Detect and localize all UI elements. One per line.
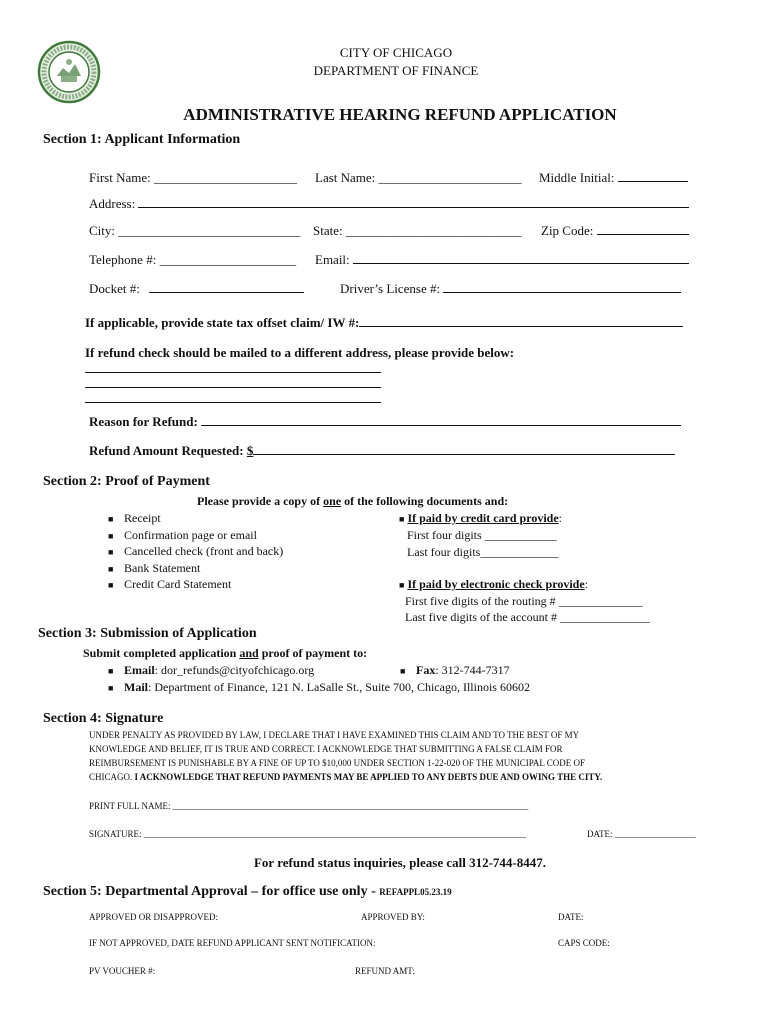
drivers-license-label: Driver’s License #: (340, 281, 441, 296)
document-list (108, 511, 283, 594)
amount-field[interactable] (89, 443, 675, 459)
declaration-line: REIMBURSEMENT IS PUNISHABLE BY A FINE OF UP TO $10,000 UNDER SECTION 1-22-020 OF THE MUNICIPAL CODE OF (89, 758, 586, 768)
docket-label: Docket #: (89, 281, 140, 296)
zip-code-label: Zip Code: (541, 223, 594, 238)
caps-code-label: CAPS CODE: (558, 938, 610, 948)
signature-field[interactable]: SIGNATURE: _____________________________________________________________________________________ (89, 829, 527, 839)
list-item: ■ Confirmation page or email (108, 527, 257, 542)
proof-instruction: Please provide a copy of one of the following documents and: (197, 494, 509, 508)
credit-card-heading: ■ If paid by credit card provide: (399, 511, 563, 525)
dollar-sign: $ (246, 443, 254, 458)
alt-address-line-2[interactable] (85, 387, 381, 388)
bullet-icon: ■ (108, 514, 114, 524)
inquiries-note: For refund status inquiries, please call 312-744-8447. (253, 855, 547, 870)
drivers-license-field[interactable] (340, 281, 681, 297)
bullet-icon: ■ (399, 580, 405, 590)
approval-date-label: DATE: (558, 912, 584, 922)
section5-heading: Section 5: Departmental Approval – for office use only - REFAPPL05.23.19 (43, 884, 452, 899)
bullet-icon: ■ (400, 666, 406, 676)
declaration-line: CHICAGO. I ACKNOWLEDGE THAT REFUND PAYMENTS MAY BE APPLIED TO ANY DEBTS DUE AND OWING THE CITY. (89, 772, 603, 782)
telephone-field[interactable]: Telephone #: _____________________ (89, 252, 297, 267)
middle-initial-label: Middle Initial: (539, 170, 615, 185)
pv-voucher-label: PV VOUCHER #: (89, 966, 156, 976)
tax-offset-field[interactable] (85, 315, 683, 331)
bullet-icon: ■ (108, 683, 114, 693)
city-field[interactable]: City: ____________________________ (89, 223, 301, 238)
submit-fax: ■ Fax: 312-744-7317 (400, 663, 510, 677)
middle-initial-field[interactable] (539, 170, 688, 186)
address-field[interactable] (89, 196, 689, 212)
section4-heading: Section 4: Signature (43, 711, 164, 726)
bullet-icon: ■ (108, 530, 114, 541)
bullet-icon: ■ (399, 514, 405, 524)
address-label: Address: (89, 196, 136, 211)
list-item: ■ Credit Card Statement (108, 577, 232, 591)
approved-by-label: APPROVED BY: (361, 912, 425, 922)
submit-mail: ■ Mail: Department of Finance, 121 N. LaSalle St., Suite 700, Chicago, Illinois 60602 (108, 680, 530, 694)
email-label: Email: (315, 252, 350, 267)
bullet-icon: ■ (108, 563, 114, 574)
tax-offset-label: If applicable, provide state tax offset claim/ IW #: (85, 315, 360, 330)
state-field[interactable]: State: ___________________________ (313, 223, 522, 238)
list-item: ■ Bank Statement (108, 560, 201, 575)
alt-address-line-1[interactable] (85, 372, 381, 373)
submit-email: ■ Email: dor_refunds@cityofchicago.org (108, 663, 315, 677)
declaration-line: KNOWLEDGE AND BELIEF, IT IS TRUE AND CORRECT. I ACKNOWLEDGE THAT SUBMITTING A FALSE CLAIM FOR (89, 744, 563, 754)
bullet-icon: ■ (108, 666, 114, 676)
alt-address-line-3[interactable] (85, 402, 381, 403)
echeck-heading: ■ If paid by electronic check provide: (399, 577, 588, 591)
refund-amt-label: REFUND AMT: (355, 966, 415, 976)
department-name: DEPARTMENT OF FINANCE (313, 63, 479, 78)
org-name: CITY OF CHICAGO (339, 45, 453, 60)
print-name-field[interactable]: PRINT FULL NAME: _______________________________________________________________________________ (89, 801, 529, 811)
form-code: REFAPPL05.23.19 (379, 887, 452, 897)
first-name-field[interactable]: First Name: ______________________ (89, 170, 297, 185)
page-title: ADMINISTRATIVE HEARING REFUND APPLICATION (183, 105, 617, 124)
list-item: ■ Receipt (108, 511, 161, 525)
zip-code-field[interactable] (541, 223, 689, 239)
docket-field[interactable] (89, 281, 304, 297)
email-field[interactable] (315, 252, 689, 268)
not-approved-label: IF NOT APPROVED, DATE REFUND APPLICANT SENT NOTIFICATION: (89, 938, 376, 948)
section3-heading: Section 3: Submission of Application (38, 626, 257, 641)
amount-label: Refund Amount Requested: (89, 443, 244, 458)
list-item: ■ Cancelled check (front and back) (108, 544, 284, 558)
last-name-field[interactable]: Last Name: ______________________ (315, 170, 522, 185)
declaration-line: UNDER PENALTY AS PROVIDED BY LAW, I DECLARE THAT I HAVE EXAMINED THIS CLAIM AND TO THE BEST OF MY (89, 730, 580, 740)
approved-or-disapproved-label: APPROVED OR DISAPPROVED: (89, 912, 219, 922)
echeck-routing[interactable]: First five digits of the routing # ______________ (405, 594, 643, 608)
credit-first-four[interactable]: First four digits ____________ (407, 528, 557, 542)
signature-date-field[interactable]: DATE: __________________ (587, 829, 696, 839)
alt-address-label: If refund check should be mailed to a different address, please provide below: (85, 345, 515, 360)
credit-last-four[interactable]: Last four digits_____________ (407, 545, 559, 559)
bullet-icon: ■ (108, 580, 114, 590)
section2-heading: Section 2: Proof of Payment (43, 474, 210, 489)
section1-heading: Section 1: Applicant Information (43, 132, 241, 147)
echeck-account[interactable]: Last five digits of the account # _______________ (405, 610, 650, 624)
reason-field[interactable] (89, 414, 681, 430)
submission-instruction: Submit completed application and proof of payment to: (83, 646, 368, 660)
bullet-icon: ■ (108, 547, 114, 557)
reason-label: Reason for Refund: (89, 414, 198, 429)
